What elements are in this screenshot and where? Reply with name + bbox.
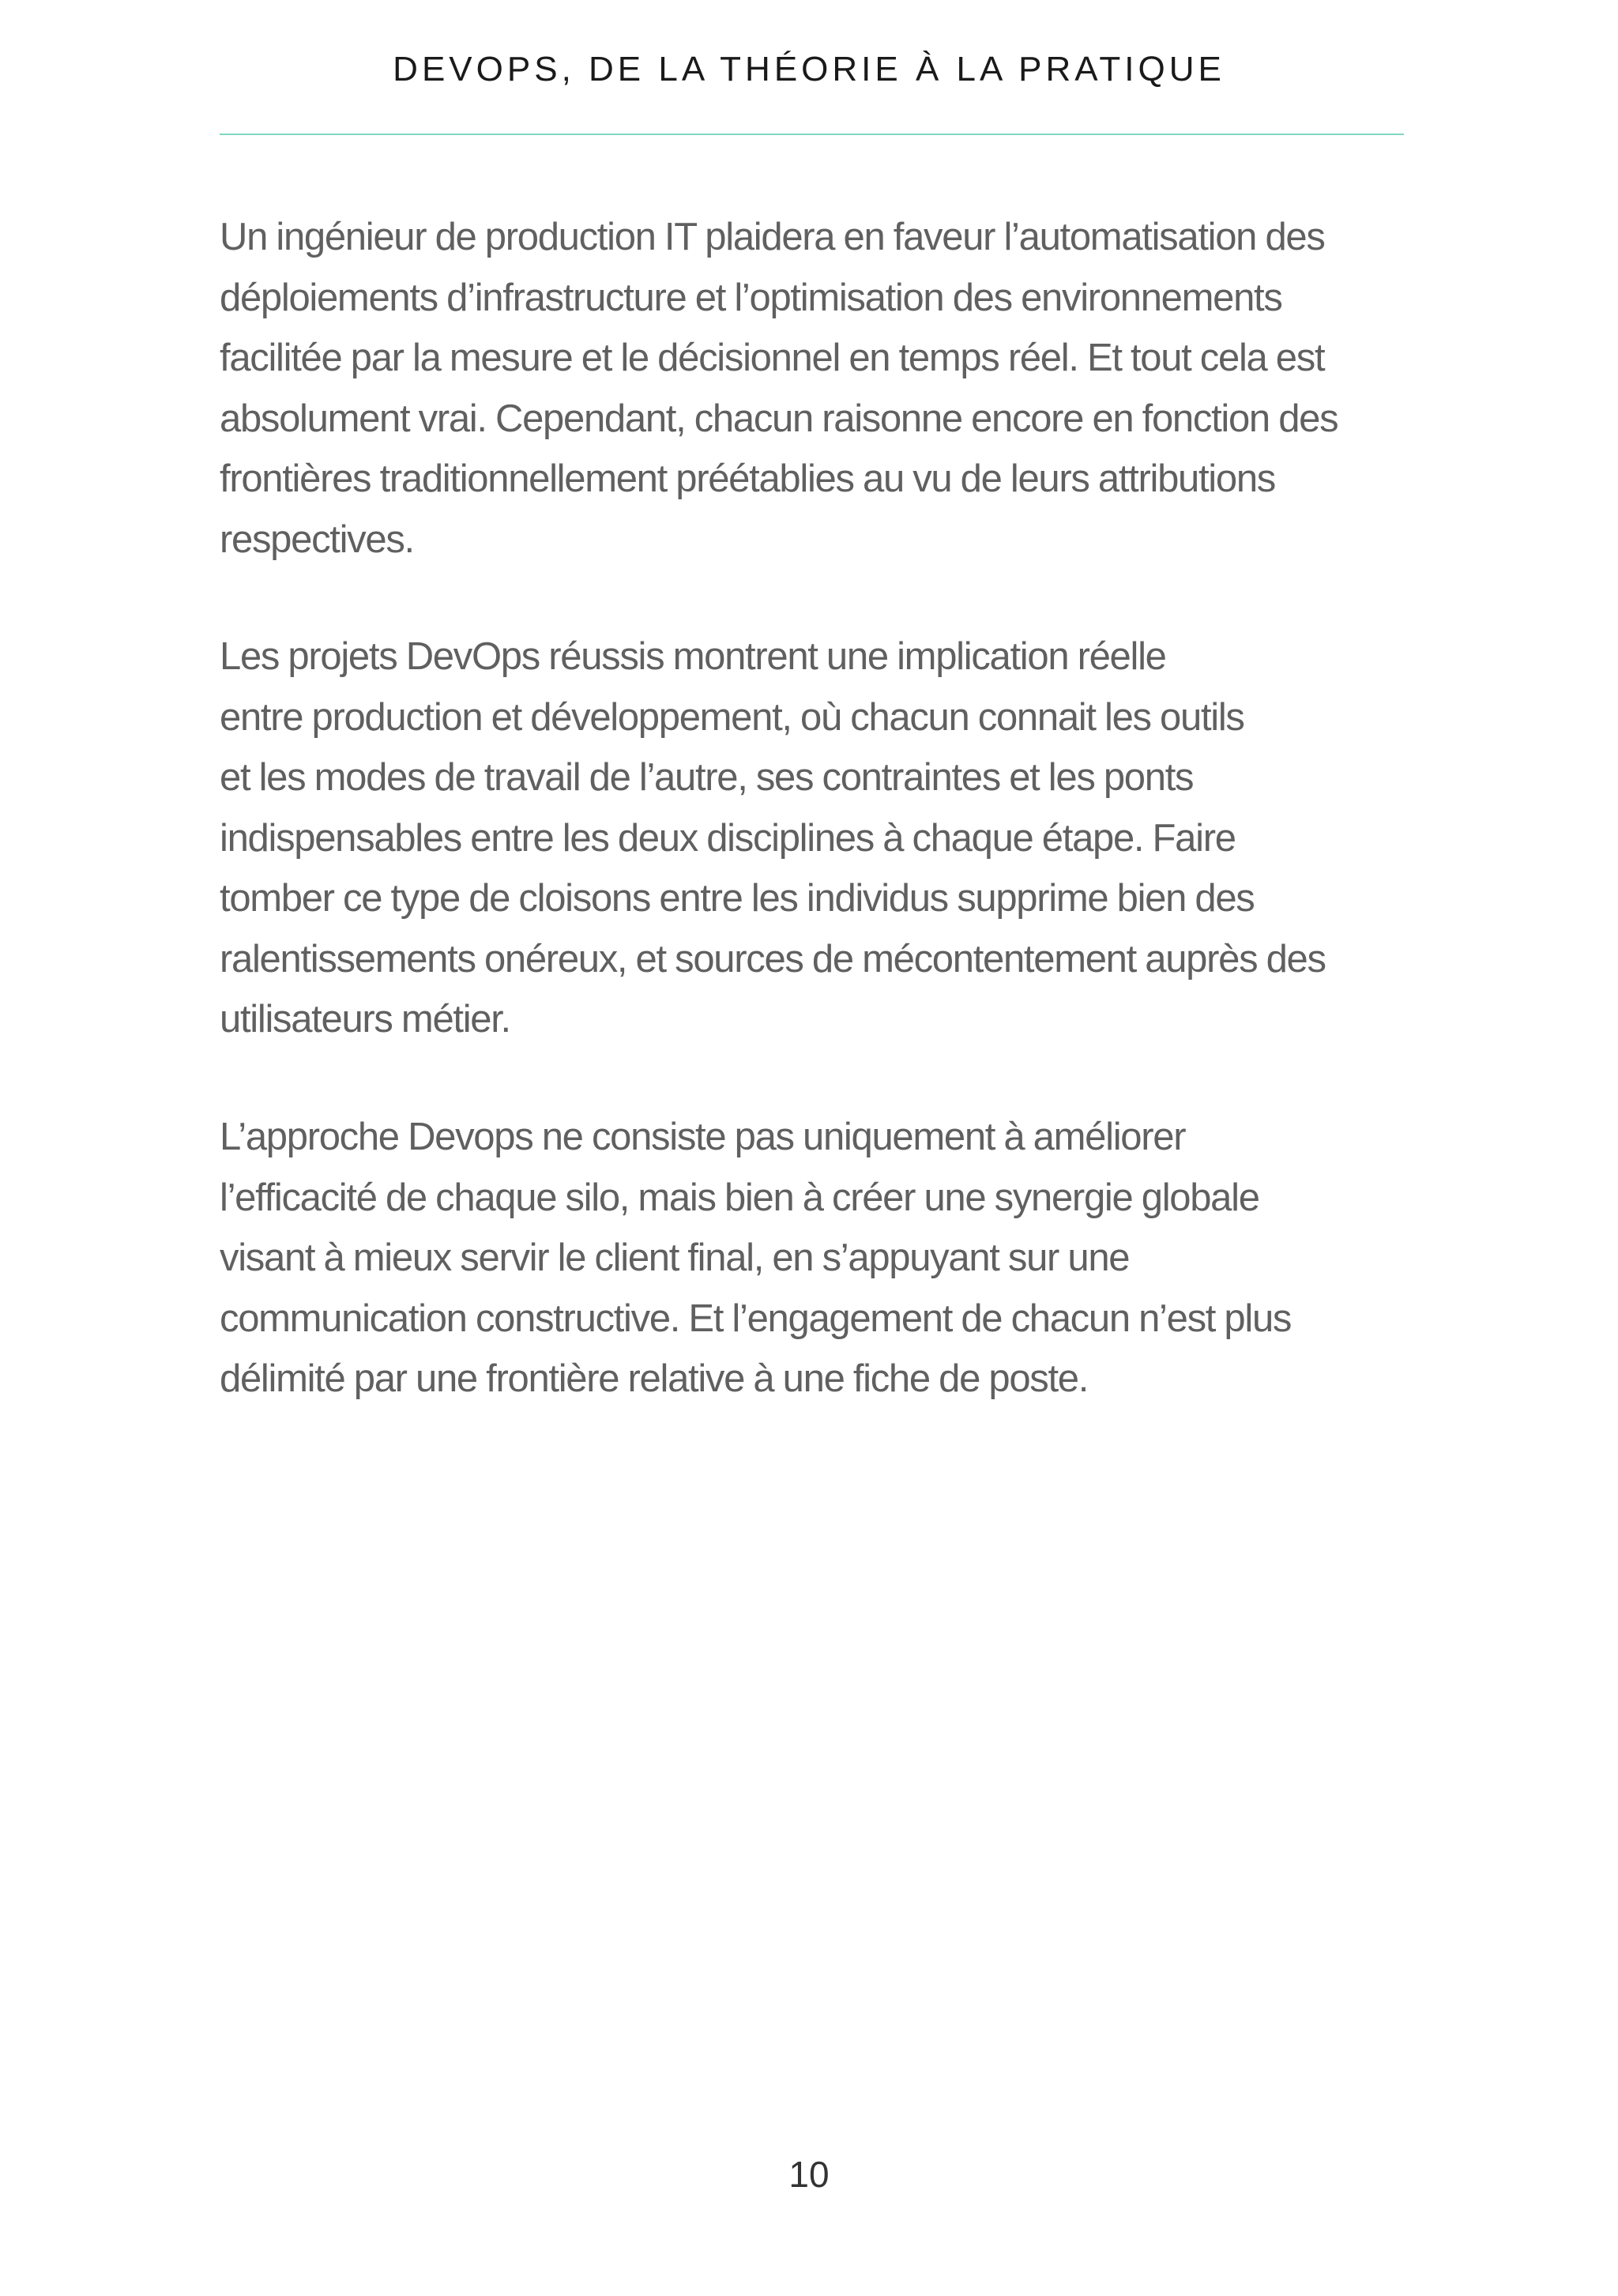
page-number: 10 <box>788 2154 830 2195</box>
paragraph-1 <box>220 207 1338 570</box>
text-line: absolument vrai. Cependant, chacun raisonne encore en fonction des <box>220 397 1338 440</box>
text-line: communication constructive. Et l’engagement de chacun n’est plus <box>220 1297 1292 1340</box>
text-line: et les modes de travail de l’autre, ses contraintes et les ponts <box>220 756 1194 799</box>
text-line: ralentissements onéreux, et sources de mécontentement auprès des <box>220 937 1326 981</box>
header-divider <box>220 134 1404 135</box>
text-line: facilitée par la mesure et le décisionnel en temps réel. Et tout cela est <box>220 337 1325 379</box>
text-line: respectives. <box>220 518 414 561</box>
text-line: indispensables entre les deux disciplines à chaque étape. Faire <box>220 816 1236 860</box>
text-line: entre production et développement, où chacun connait les outils <box>220 695 1244 739</box>
text-line: Un ingénieur de production IT plaidera en faveur l’automatisation des <box>220 216 1325 258</box>
paragraph-2 <box>220 627 1326 1050</box>
text-line: délimité par une frontière relative à une fiche de poste. <box>220 1357 1089 1400</box>
text-line: Les projets DevOps réussis montrent une implication réelle <box>220 635 1166 678</box>
text-line: tomber ce type de cloisons entre les individus supprime bien des <box>220 877 1255 920</box>
text-line: utilisateurs métier. <box>220 998 510 1041</box>
running-header-title: DEVOPS, DE LA THÉORIE À LA PRATIQUE <box>393 50 1225 88</box>
text-line: déploiements d’infrastructure et l’optimisation des environnements <box>220 276 1282 319</box>
text-line: l’efficacité de chaque silo, mais bien à créer une synergie globale <box>220 1176 1259 1219</box>
text-line: frontières traditionnellement préétablies au vu de leurs attributions <box>220 457 1276 500</box>
text-line: visant à mieux servir le client final, en s’appuyant sur une <box>220 1236 1130 1279</box>
paragraph-3 <box>220 1107 1291 1410</box>
text-line: L’approche Devops ne consiste pas uniquement à améliorer <box>220 1116 1186 1158</box>
